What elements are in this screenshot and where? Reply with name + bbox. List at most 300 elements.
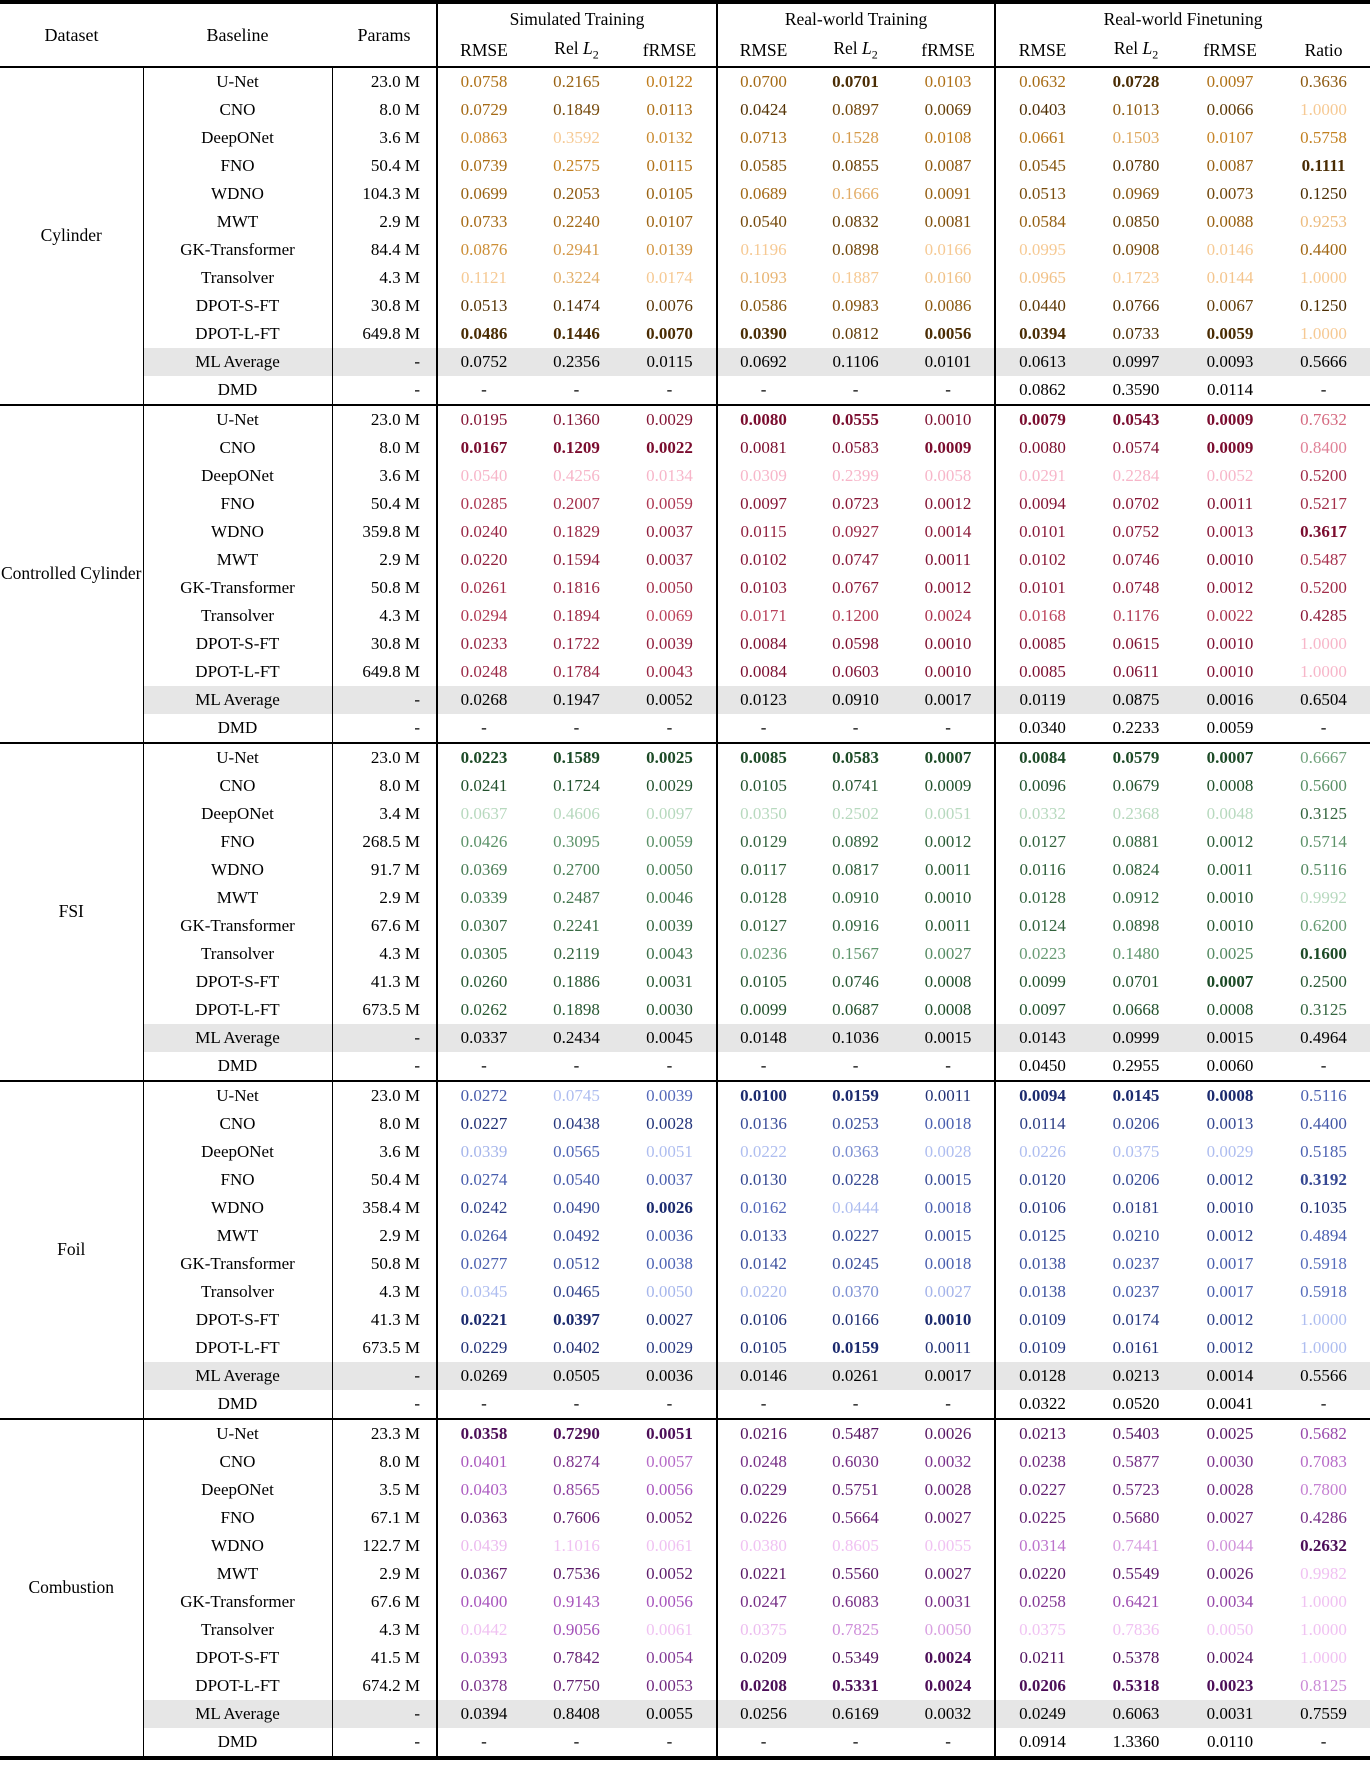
- baseline-label: U-Net: [143, 67, 332, 96]
- metric-value: 0.0024: [924, 1648, 972, 1667]
- metric-value: 0.0166: [924, 240, 972, 259]
- metric-value: 0.0369: [437, 856, 530, 884]
- metric-value: 0.0999: [1089, 1024, 1183, 1052]
- metric-value: 0.1567: [832, 944, 879, 963]
- metric-value: 0.0028: [924, 1142, 972, 1161]
- metric-value: 0.0752: [437, 348, 530, 376]
- table-row: [0, 1588, 1370, 1616]
- metric-value: 0.0008: [1206, 1000, 1254, 1019]
- metric-value: 0.0036: [646, 1226, 693, 1245]
- metric-value: 1.1016: [553, 1536, 600, 1555]
- metric-value: 0.0166: [832, 1310, 879, 1329]
- metric-value: 0.0983: [832, 296, 879, 315]
- metric-value: 0.5600: [1300, 776, 1347, 795]
- metric-value: 0.0227: [437, 1110, 530, 1138]
- metric-value: 0.0679: [1112, 776, 1160, 795]
- metric-value: 0.9253: [1300, 212, 1347, 231]
- params-value: 23.0 M: [332, 67, 437, 96]
- metric-value: 0.5918: [1300, 1254, 1347, 1273]
- metric-value: 0.0268: [437, 686, 530, 714]
- metric-value: -: [573, 380, 580, 399]
- metric-value: 0.0044: [1206, 1536, 1254, 1555]
- metric-value: 0.2053: [553, 184, 600, 203]
- params-value: 359.8 M: [332, 518, 437, 546]
- metric-value: 0.0490: [553, 1198, 600, 1217]
- metric-value: -: [666, 380, 673, 399]
- metric-value: 0.0876: [437, 236, 530, 264]
- metric-value: 0.0615: [1112, 634, 1160, 653]
- metric-value: 0.0015: [902, 1024, 995, 1052]
- table-row: [0, 686, 1370, 714]
- metric-value: 0.0914: [995, 1728, 1089, 1758]
- table-row: [0, 180, 1370, 208]
- metric-value: 0.0007: [1206, 972, 1254, 991]
- metric-value: 0.0637: [437, 800, 530, 828]
- metric-value: 0.0109: [995, 1306, 1089, 1334]
- metric-value: 0.9143: [553, 1592, 600, 1611]
- metric-value: 0.0238: [995, 1448, 1089, 1476]
- metric-value: 0.0011: [924, 1338, 972, 1357]
- metric-value: 0.0051: [646, 1142, 693, 1161]
- metric-value: 0.8274: [553, 1452, 600, 1471]
- metric-value: 0.1784: [553, 662, 600, 681]
- metric-value: 0.0010: [1206, 662, 1254, 681]
- metric-value: 0.0862: [995, 376, 1089, 405]
- metric-value: 0.0116: [995, 856, 1089, 884]
- metric-value: 0.1816: [553, 578, 600, 597]
- metric-value: 0.3192: [1300, 1170, 1347, 1189]
- metric-value: 0.0027: [646, 1310, 693, 1329]
- metric-value: 0.0995: [995, 236, 1089, 264]
- metric-value: 0.0114: [995, 1110, 1089, 1138]
- params-value: 4.3 M: [332, 602, 437, 630]
- metric-value: 0.0026: [902, 1419, 995, 1448]
- metric-value: 0.0345: [437, 1278, 530, 1306]
- metric-value: 0.0011: [902, 1081, 995, 1110]
- metric-value: 0.0586: [717, 292, 809, 320]
- metric-value: 0.0024: [924, 606, 972, 625]
- table-row: [0, 1532, 1370, 1560]
- baseline-label: DPOT-L-FT: [143, 1334, 332, 1362]
- metric-value: 0.4964: [1277, 1024, 1370, 1052]
- metric-value: 0.5877: [1112, 1452, 1160, 1471]
- table-row: [0, 800, 1370, 828]
- metric-value: 0.0043: [646, 944, 693, 963]
- metric-value: 0.2368: [1112, 804, 1160, 823]
- metric-value: 0.0309: [717, 462, 809, 490]
- metric-value: 0.0059: [646, 832, 693, 851]
- baseline-label: GK-Transformer: [143, 1250, 332, 1278]
- metric-value: 0.4894: [1300, 1226, 1347, 1245]
- metric-value: 0.0136: [717, 1110, 809, 1138]
- metric-value: 0.0011: [924, 860, 972, 879]
- metric-value: 0.3617: [1300, 522, 1347, 541]
- metric-value: 0.1106: [809, 348, 902, 376]
- metric-value: 0.1036: [809, 1024, 902, 1052]
- table-row: [0, 546, 1370, 574]
- metric-value: 0.0007: [1183, 743, 1277, 772]
- metric-value: 0.5185: [1300, 1142, 1347, 1161]
- metric-value: 0.0227: [832, 1226, 879, 1245]
- metric-value: 0.0101: [902, 348, 995, 376]
- metric-value: 0.7083: [1300, 1452, 1347, 1471]
- metric-value: 0.0748: [1112, 578, 1160, 597]
- metric-value: 0.5318: [1112, 1676, 1160, 1695]
- metric-value: 0.7632: [1277, 405, 1370, 434]
- metric-value: 0.2240: [553, 212, 600, 231]
- metric-value: 0.0099: [717, 996, 809, 1024]
- metric-value: 0.5682: [1277, 1419, 1370, 1448]
- metric-value: 0.0229: [717, 1476, 809, 1504]
- metric-value: -: [437, 714, 530, 743]
- metric-header-rmse: RMSE: [437, 35, 530, 67]
- params-value: 3.6 M: [332, 1138, 437, 1166]
- metric-value: 0.0439: [437, 1532, 530, 1560]
- metric-value: 0.0394: [995, 320, 1089, 348]
- metric-value: 0.0701: [1112, 972, 1160, 991]
- baseline-label: MWT: [143, 884, 332, 912]
- metric-value: 0.0291: [995, 462, 1089, 490]
- baseline-label: MWT: [143, 208, 332, 236]
- metric-value: 0.1947: [530, 686, 623, 714]
- table-row: [0, 1700, 1370, 1728]
- metric-value: 0.0105: [717, 772, 809, 800]
- metric-value: 0.0168: [995, 602, 1089, 630]
- params-value: 84.4 M: [332, 236, 437, 264]
- metric-value: 0.0229: [437, 1334, 530, 1362]
- metric-value: -: [573, 718, 580, 737]
- metric-value: 0.0103: [924, 72, 972, 91]
- params-value: 41.3 M: [332, 1306, 437, 1334]
- metric-value: 0.0766: [1112, 296, 1160, 315]
- metric-value: 0.0107: [1206, 128, 1254, 147]
- metric-value: 0.0227: [995, 1476, 1089, 1504]
- metric-value: 0.0012: [924, 578, 972, 597]
- dataset-label: Combustion: [0, 1419, 143, 1758]
- metric-value: 0.0689: [717, 180, 809, 208]
- metric-value: 0.1446: [553, 324, 600, 343]
- metric-value: 0.1600: [1300, 944, 1347, 963]
- metric-value: 0.0048: [1206, 804, 1254, 823]
- metric-value: 0.0008: [924, 1000, 972, 1019]
- metric-value: 0.3590: [1112, 380, 1160, 399]
- params-value: -: [332, 1024, 437, 1052]
- baseline-label: WDNO: [143, 1194, 332, 1222]
- metric-value: 0.5116: [1277, 1081, 1370, 1110]
- metric-value: 0.0144: [1206, 268, 1254, 287]
- metric-value: 0.1250: [1300, 296, 1347, 315]
- table-row: [0, 1052, 1370, 1081]
- metric-header-frmse: fRMSE: [921, 40, 975, 60]
- metric-value: 0.0058: [924, 466, 972, 485]
- metric-value: 0.0050: [1206, 1620, 1254, 1639]
- metric-value: 0.0340: [995, 714, 1089, 743]
- metric-value: 0.0052: [1206, 466, 1254, 485]
- metric-value: 1.0000: [1300, 1592, 1347, 1611]
- metric-value: 1.0000: [1300, 324, 1347, 343]
- metric-value: 0.0013: [1206, 522, 1254, 541]
- metric-value: 0.6169: [809, 1700, 902, 1728]
- metric-value: -: [1320, 1394, 1327, 1413]
- metric-value: 0.1209: [553, 438, 600, 457]
- baseline-label: GK-Transformer: [143, 912, 332, 940]
- metric-value: 0.0055: [623, 1700, 717, 1728]
- metric-value: 0.0080: [717, 405, 809, 434]
- group-header-real-world-training: Real-world Training: [717, 2, 995, 35]
- table-row: [0, 1448, 1370, 1476]
- metric-value: 0.0029: [623, 405, 717, 434]
- params-value: 3.4 M: [332, 800, 437, 828]
- metric-value: 0.2284: [1112, 466, 1160, 485]
- metric-value: 0.0010: [1206, 1198, 1254, 1217]
- metric-value: 0.3592: [553, 128, 600, 147]
- metric-value: 0.0171: [717, 602, 809, 630]
- metric-value: 0.0148: [717, 1024, 809, 1052]
- params-value: 8.0 M: [332, 96, 437, 124]
- metric-value: 0.0080: [995, 434, 1089, 462]
- metric-value: 0.0221: [437, 1306, 530, 1334]
- metric-value: -: [666, 718, 673, 737]
- metric-value: 0.0105: [717, 1334, 809, 1362]
- metric-value: 0.1013: [1112, 100, 1160, 119]
- metric-value: 0.0692: [717, 348, 809, 376]
- metric-value: 0.0012: [1206, 578, 1254, 597]
- metric-value: 0.0699: [437, 180, 530, 208]
- metric-value: 0.0242: [437, 1194, 530, 1222]
- params-value: -: [332, 1362, 437, 1390]
- table-row: [0, 996, 1370, 1024]
- metric-value: 0.0010: [1206, 550, 1254, 569]
- params-value: -: [332, 1390, 437, 1419]
- metric-value: 0.0016: [1183, 686, 1277, 714]
- metric-value: 0.0051: [623, 1419, 717, 1448]
- baseline-label: DPOT-L-FT: [143, 996, 332, 1024]
- metric-value: 0.5200: [1300, 578, 1347, 597]
- metric-value: 0.0375: [717, 1616, 809, 1644]
- metric-value: 0.0027: [924, 1508, 972, 1527]
- metric-value: 0.0059: [1206, 324, 1254, 343]
- params-value: 649.8 M: [332, 658, 437, 686]
- metric-value: 0.7825: [832, 1620, 879, 1639]
- dataset-label: Cylinder: [40, 225, 102, 246]
- metric-value: 0.0034: [1206, 1592, 1254, 1611]
- metric-value: 0.0223: [437, 743, 530, 772]
- metric-value: 0.0248: [717, 1448, 809, 1476]
- metric-value: 0.0339: [437, 1138, 530, 1166]
- metric-value: 0.0110: [1206, 1732, 1254, 1751]
- metric-value: 0.0115: [623, 348, 717, 376]
- table-row: [0, 320, 1370, 348]
- metric-value: 0.0025: [1206, 944, 1254, 963]
- params-value: 649.8 M: [332, 320, 437, 348]
- metric-value: 0.0010: [924, 634, 972, 653]
- metric-value: -: [437, 1052, 530, 1081]
- table-row: [0, 1334, 1370, 1362]
- metric-value: 0.8408: [530, 1700, 623, 1728]
- metric-value: 0.0123: [717, 686, 809, 714]
- metric-value: 0.0332: [995, 800, 1089, 828]
- header-group-row: [0, 2, 1370, 35]
- params-value: 674.2 M: [332, 1672, 437, 1700]
- metric-value: 0.0059: [1206, 718, 1254, 737]
- baseline-label: WDNO: [143, 180, 332, 208]
- metric-value: 0.0824: [1112, 860, 1160, 879]
- table-row: [0, 264, 1370, 292]
- metric-value: 0.0358: [437, 1419, 530, 1448]
- table-row: [0, 1644, 1370, 1672]
- metric-value: 0.0084: [717, 658, 809, 686]
- metric-value: 0.2575: [553, 156, 600, 175]
- metric-value: 0.0438: [553, 1114, 600, 1133]
- baseline-label: DPOT-L-FT: [143, 1672, 332, 1700]
- metric-value: 0.0221: [717, 1560, 809, 1588]
- baseline-label: ML Average: [143, 1700, 332, 1728]
- params-value: 673.5 M: [332, 1334, 437, 1362]
- table-row: [0, 772, 1370, 800]
- metric-value: 0.0060: [1206, 1056, 1254, 1075]
- baseline-label: DMD: [143, 714, 332, 743]
- metric-value: 0.2955: [1112, 1056, 1160, 1075]
- params-value: 23.0 M: [332, 405, 437, 434]
- baseline-label: ML Average: [143, 1024, 332, 1052]
- metric-value: 0.0094: [995, 490, 1089, 518]
- params-value: 67.6 M: [332, 1588, 437, 1616]
- metric-value: -: [852, 380, 859, 399]
- table-row: [0, 828, 1370, 856]
- table-row: [0, 912, 1370, 940]
- metric-value: 0.0102: [717, 546, 809, 574]
- table-row: [0, 405, 1370, 434]
- metric-header-rel-l2: Rel $L_2$: [833, 38, 878, 62]
- metric-value: -: [666, 1394, 673, 1413]
- metric-value: 1.0000: [1300, 268, 1347, 287]
- metric-value: 0.0081: [717, 434, 809, 462]
- params-value: 2.9 M: [332, 1222, 437, 1250]
- metric-value: 0.0863: [437, 124, 530, 152]
- metric-value: 0.0613: [995, 348, 1089, 376]
- metric-value: 0.0767: [832, 578, 879, 597]
- metric-value: 0.0009: [1206, 438, 1254, 457]
- baseline-label: Transolver: [143, 264, 332, 292]
- metric-value: 0.0041: [1206, 1394, 1254, 1413]
- metric-value: 0.0370: [832, 1282, 879, 1301]
- metric-value: 0.0228: [832, 1170, 879, 1189]
- metric-value: 0.0380: [717, 1532, 809, 1560]
- metric-value: 0.7559: [1277, 1700, 1370, 1728]
- params-value: 8.0 M: [332, 1448, 437, 1476]
- params-value: 3.6 M: [332, 462, 437, 490]
- metric-value: 0.0294: [437, 602, 530, 630]
- metric-value: 0.0096: [995, 772, 1089, 800]
- metric-value: 0.0181: [1112, 1198, 1160, 1217]
- params-value: 4.3 M: [332, 940, 437, 968]
- baseline-label: GK-Transformer: [143, 574, 332, 602]
- metric-value: 0.0017: [902, 1362, 995, 1390]
- baseline-label: ML Average: [143, 348, 332, 376]
- table-row: [0, 1024, 1370, 1052]
- metric-value: 0.0256: [717, 1700, 809, 1728]
- metric-value: 0.0085: [995, 658, 1089, 686]
- metric-value: 0.0211: [995, 1644, 1089, 1672]
- metric-value: 0.0745: [530, 1081, 623, 1110]
- table-row: [0, 152, 1370, 180]
- metric-value: 0.0027: [924, 1282, 972, 1301]
- baseline-label: CNO: [143, 96, 332, 124]
- metric-value: 0.0109: [995, 1334, 1089, 1362]
- metric-value: 0.1035: [1300, 1198, 1347, 1217]
- metric-value: 0.0100: [717, 1081, 809, 1110]
- table-row: [0, 462, 1370, 490]
- metric-value: 0.5566: [1277, 1362, 1370, 1390]
- metric-value: 0.0261: [809, 1362, 902, 1390]
- metric-value: 0.4286: [1300, 1508, 1347, 1527]
- metric-value: 0.0133: [717, 1222, 809, 1250]
- metric-value: 0.0492: [553, 1226, 600, 1245]
- metric-value: 0.0401: [437, 1448, 530, 1476]
- metric-value: 0.0084: [995, 743, 1089, 772]
- params-value: 268.5 M: [332, 828, 437, 856]
- metric-value: 0.0260: [437, 968, 530, 996]
- metric-value: 0.6504: [1277, 686, 1370, 714]
- metric-value: 0.5918: [1300, 1282, 1347, 1301]
- metric-value: 0.4606: [553, 804, 600, 823]
- metric-value: 0.5487: [1300, 550, 1347, 569]
- metric-value: 0.1886: [553, 972, 600, 991]
- metric-value: 0.0253: [832, 1114, 879, 1133]
- metric-value: 0.0892: [832, 832, 879, 851]
- metric-value: 0.0056: [646, 1592, 693, 1611]
- metric-value: 0.5487: [809, 1419, 902, 1448]
- metric-value: 0.0855: [832, 156, 879, 175]
- column-header-baseline: Baseline: [206, 24, 269, 45]
- metric-value: 0.0146: [1206, 240, 1254, 259]
- metric-value: 0.0226: [995, 1138, 1089, 1166]
- metric-value: 0.0701: [832, 72, 879, 91]
- metric-value: 0.5349: [832, 1648, 879, 1667]
- metric-value: 0.1480: [1112, 944, 1160, 963]
- metric-value: 0.2399: [832, 466, 879, 485]
- baseline-label: DMD: [143, 1390, 332, 1419]
- table-row: [0, 208, 1370, 236]
- metric-value: 0.0817: [832, 860, 879, 879]
- metric-value: 0.7441: [1112, 1536, 1160, 1555]
- metric-value: 0.0010: [1206, 634, 1254, 653]
- metric-value: 0.0505: [530, 1362, 623, 1390]
- metric-value: 0.0668: [1112, 1000, 1160, 1019]
- metric-value: 0.0050: [924, 1620, 972, 1639]
- baseline-label: DMD: [143, 376, 332, 405]
- metric-value: 0.0087: [924, 156, 972, 175]
- metric-value: 0.0103: [717, 574, 809, 602]
- metric-value: 0.7750: [553, 1676, 600, 1695]
- metric-value: 0.0307: [437, 912, 530, 940]
- metric-value: 0.5378: [1112, 1648, 1160, 1667]
- metric-value: 0.0076: [646, 296, 693, 315]
- metric-value: 0.0043: [646, 662, 693, 681]
- metric-value: 0.5200: [1300, 466, 1347, 485]
- metric-value: 0.0037: [646, 522, 693, 541]
- metric-value: 0.0084: [717, 630, 809, 658]
- metric-value: 0.7842: [553, 1648, 600, 1667]
- metric-value: 0.0012: [1206, 1170, 1254, 1189]
- metric-value: 0.0097: [646, 804, 693, 823]
- metric-value: 0.9992: [1300, 888, 1347, 907]
- metric-value: 0.7606: [553, 1508, 600, 1527]
- metric-value: 0.1898: [553, 1000, 600, 1019]
- metric-value: 0.1503: [1112, 128, 1160, 147]
- dataset-label: Foil: [0, 1081, 143, 1419]
- metric-value: 0.0101: [995, 518, 1089, 546]
